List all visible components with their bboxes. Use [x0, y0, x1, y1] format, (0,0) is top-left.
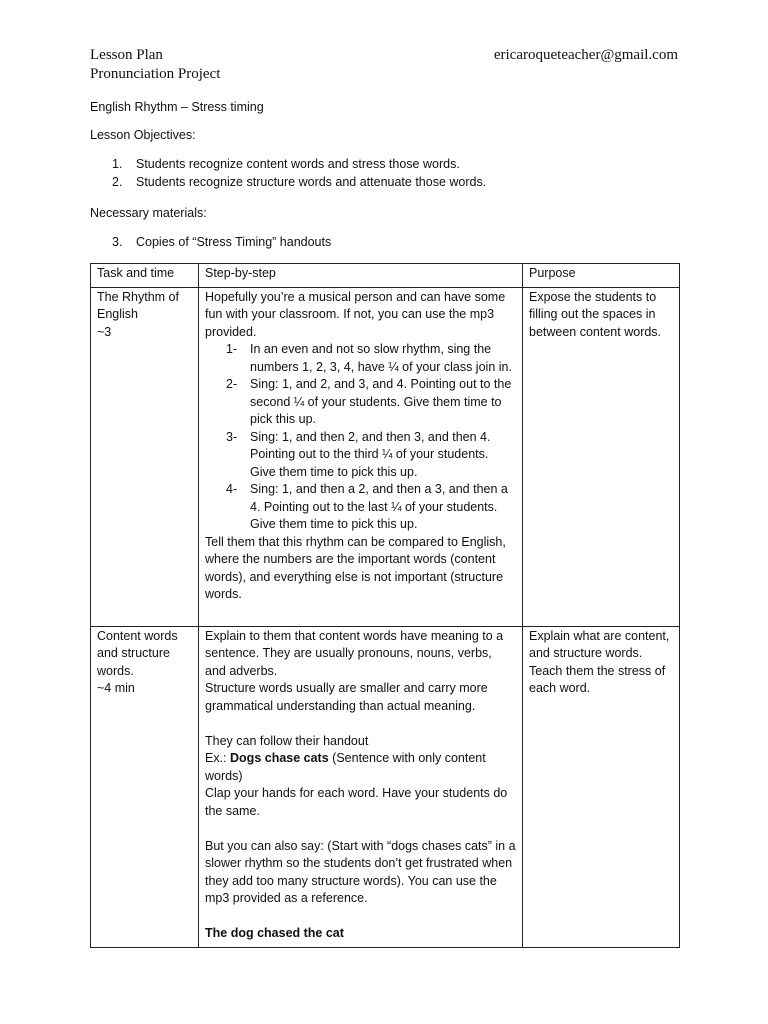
step-item [205, 481, 516, 534]
step-item [205, 429, 516, 482]
step-item [205, 341, 516, 376]
step-item [205, 376, 516, 429]
header-lesson-plan: Lesson Plan [90, 47, 163, 63]
table-row [91, 287, 680, 626]
step-text: Sing: 1, and then 2, and then 3, and then 4. Pointing out to the third ¼ of your students. Give them time to pick this up. [250, 429, 491, 479]
step-number: 1- [226, 342, 238, 356]
table-header-row [91, 264, 680, 288]
step-text: Sing: 1, and then a 2, and then a 3, and then a 4. Pointing out to the last ¼ of your students. Give them time to pick this up. [250, 482, 508, 531]
spacer [205, 820, 516, 838]
step-text: Sing: 1, and 2, and 3, and 4. Pointing out to the second ¼ of your students. Give them time to pick this up. [250, 377, 512, 426]
steps-list [205, 341, 516, 534]
task-cell [91, 287, 199, 626]
lesson-title: English Rhythm – Stress timing [90, 100, 264, 114]
step-number: 3- [226, 429, 238, 444]
step-number: 4- [226, 482, 238, 496]
example-sentence-structure: The dog chased the cat [205, 926, 344, 940]
step-text: In an even and not so slow rhythm, sing the numbers 1, 2, 3, 4, have ¼ of your class join in. [250, 342, 512, 374]
objective-item [112, 156, 486, 174]
column-header-purpose: Purpose [523, 264, 680, 288]
steps-outro: Tell them that this rhythm can be compared to English, where the numbers are the important words (content words), and everything else is not important (structure words. [205, 534, 506, 601]
objectives-heading: Lesson Objectives: [90, 128, 196, 142]
purpose-cell: Expose the students to filling out the spaces in between content words. [523, 287, 680, 626]
objective-text: Students recognize structure words and attenuate those words. [136, 174, 487, 189]
handout-note: They can follow their handout [205, 733, 369, 748]
materials-heading: Necessary materials: [90, 206, 207, 220]
explanation-paragraph: Explain to them that content words have meaning to a sentence. They are usually pronouns, nouns, verbs, and adverbs. [205, 628, 504, 678]
purpose-cell: Explain what are content, and structure words. Teach them the stress of each word. [523, 626, 680, 947]
steps-cell [199, 287, 523, 626]
lesson-plan-table [90, 263, 680, 948]
structure-words-paragraph: Structure words usually are smaller and carry more grammatical understanding than actual meaning. [205, 681, 488, 713]
steps-cell [199, 626, 523, 947]
task-time: ~3 [97, 324, 112, 339]
column-header-task: Task and time [91, 264, 199, 288]
header-project-name: Pronunciation Project [90, 66, 221, 82]
objectives-list [112, 156, 486, 191]
material-item [112, 234, 331, 252]
material-number: 3. [112, 235, 123, 249]
spacer [205, 908, 516, 926]
task-name: Content words and structure words. [97, 628, 178, 678]
example-note: (Sentence with only content words) [205, 751, 486, 783]
objective-number: 2. [112, 174, 123, 189]
example-sentence: Dogs chase cats [230, 751, 329, 765]
step-number: 2- [226, 377, 238, 391]
steps-intro: Hopefully you’re a musical person and can have some fun with your classroom. If not, you can use the mp3 provided. [205, 289, 506, 339]
task-cell [91, 626, 199, 947]
task-name: The Rhythm of English [97, 289, 179, 321]
objective-text: Students recognize content words and stress those words. [136, 157, 460, 171]
example-line [205, 750, 516, 785]
table-row [91, 626, 680, 947]
document-header-left [90, 46, 220, 84]
objective-item [112, 174, 486, 192]
spacer [205, 715, 516, 733]
task-time: ~4 min [97, 681, 135, 695]
column-header-steps: Step-by-step [199, 264, 523, 288]
header-email: ericaroqueteacher@gmail.com [493, 47, 678, 63]
alternative-paragraph: But you can also say: (Start with “dogs chases cats” in a slower rhythm so the students don’t get frustrated when they add too many structure words). You can use the mp3 provided as a reference. [205, 838, 516, 905]
material-text: Copies of “Stress Timing” handouts [136, 235, 332, 249]
example-prefix: Ex.: [205, 751, 231, 765]
materials-list [112, 234, 331, 252]
objective-number: 1. [112, 157, 123, 171]
clap-instruction: Clap your hands for each word. Have your students do the same. [205, 786, 508, 818]
